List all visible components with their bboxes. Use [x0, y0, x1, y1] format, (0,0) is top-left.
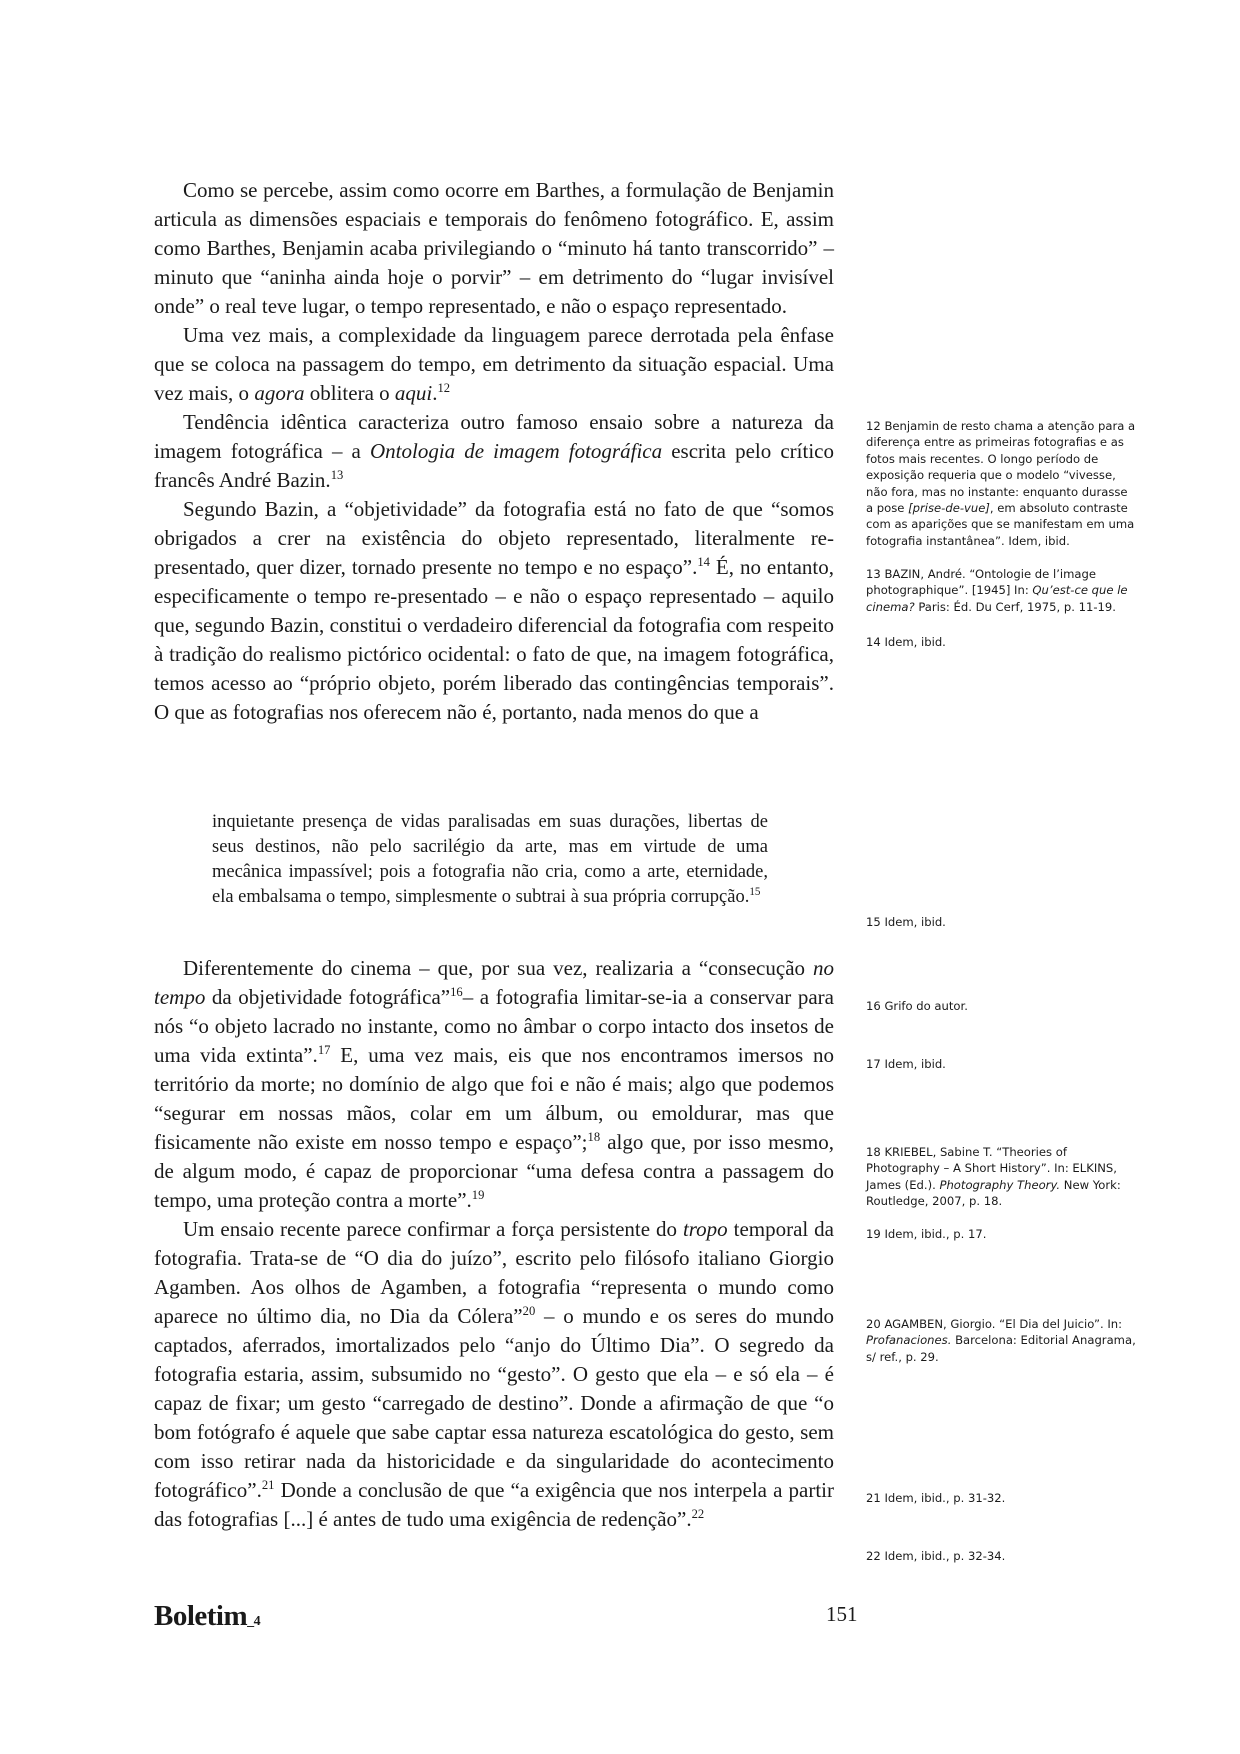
footnote-15: 15 Idem, ibid. — [866, 915, 946, 929]
footnote-13: 13 BAZIN, André. “Ontologie de l’image photographique”. [1945] In: Qu’est-ce que le cinema? Paris: Éd. Du Cerf, 1975, p. 11-19. — [866, 567, 1128, 614]
footnote-21: 21 Idem, ibid., p. 31-32. — [866, 1491, 1006, 1505]
footnote-ref-14[interactable]: 14 — [697, 555, 710, 569]
footnote-17: 17 Idem, ibid. — [866, 1057, 946, 1071]
paragraph-5: Diferentemente do cinema – que, por sua vez, realizaria a “consecução no tempo da objetividade fotográfica”$^{16}$– a fotografia limitar-se-ia a conservar para nós “o objeto lacrado no instante, como no âmbar o corpo intacto dos insetos de uma vida extinta”.$^{17}$ E, uma vez mais, eis que nos encontramos imersos no território da morte; no domínio de algo que foi e não é mais; algo que podemos “segurar em nossas mãos, colar em um álbum, ou emoldurar, mas que fisicamente não existe em nosso tempo e espaço”;$^{18}$ algo que, por isso mesmo, de algum modo, é capaz de proporcionar “uma defesa contra a passagem do tempo, uma proteção contra a morte”.$^{19}$ — [154, 956, 835, 1212]
paragraph-3: Tendência idêntica caracteriza outro famoso ensaio sobre a natureza da imagem fotográfica – a Ontologia de imagem fotográfica escrita pelo crítico francês André Bazin.$^{13}$ — [154, 410, 835, 492]
footnote-22: 22 Idem, ibid., p. 32-34. — [866, 1549, 1006, 1563]
footnote-14: 14 Idem, ibid. — [866, 635, 946, 649]
block-quote: inquietante presença de vidas paralisadas em suas durações, libertas de seus destinos, não pelo sacrilégio da arte, mas em virtude de uma mecânica impassível; pois a fotografia não cria, como a arte, eternidade, ela embalsama o tempo, simplesmente o subtrai à sua própria corrupção.$^{15}$ — [212, 812, 768, 907]
footnote-ref-18[interactable]: 18 — [587, 1130, 601, 1144]
journal-logo: Boletim_4 — [154, 1600, 261, 1632]
footnote-18: 18 KRIEBEL, Sabine T. “Theories of Photography – A Short History”. In: ELKINS, James (Ed.). Photography Theory. New York: Routledge, 2007, p. 18. — [866, 1145, 1121, 1209]
page-number: 151 — [826, 1602, 858, 1626]
footnote-16: 16 Grifo do autor. — [866, 999, 968, 1013]
paragraph-1: Como se percebe, assim como ocorre em Barthes, a formulação de Benjamin articula as dimensões espaciais e temporais do fenômeno fotográfico. E, assim como Barthes, Benjamin acaba privilegiando o “minuto há tanto transcorrido” – minuto que “aninha ainda hoje o porvir” – em detrimento do “lugar invisível onde” o real teve lugar, o tempo representado, e não o espaço representado. — [154, 178, 834, 318]
body-text-top — [154, 176, 834, 727]
footnote-ref-22[interactable]: 22 — [691, 1507, 705, 1521]
footnote-ref-21[interactable]: 21 — [261, 1478, 275, 1492]
footnote-19: 19 Idem, ibid., p. 17. — [866, 1227, 987, 1241]
footnote-ref-19[interactable]: 19 — [471, 1188, 485, 1202]
footnote-12: 12 Benjamin de resto chama a atenção para a diferença entre as primeiras fotografias e as fotos mais recentes. O longo período de exposição requeria que o modelo “vivesse, não fora, mas no instante: enquanto durasse a pose [prise-de-vue], em absoluto contraste com as aparições que se manifestam em uma fotografia instantânea”. Idem, ibid. — [866, 419, 1136, 548]
footnote-20: 20 AGAMBEN, Giorgio. “El Dia del Juicio”. In: Profanaciones. Barcelona: Editorial Anagrama, s/ ref., p. 29. — [866, 1317, 1136, 1364]
paragraph-2: Uma vez mais, a complexidade da linguagem parece derrotada pela ênfase que se coloca na passagem do tempo, em detrimento da situação espacial. Uma vez mais, o agora oblitera o aqui.$^{12}$ — [154, 323, 834, 405]
paragraph-6: Um ensaio recente parece confirmar a força persistente do tropo temporal da fotografia. Trata-se de “O dia do juízo”, escrito pelo filósofo italiano Giorgio Agamben. Aos olhos de Agamben, a fotografia “representa o mundo como aparece no último dia, no Dia da Cólera”$^{20}$ – o mundo e os seres do mundo captados, aferrados, imortalizados pelo “anjo do Último Dia”. O segredo da fotografia estaria, assim, subsumido no “gesto”. O gesto que ela – e só ela – é capaz de fixar; um gesto “carregado de destino”. Donde a afirmação de que “o bom fotógrafo é aquele que sabe captar essa natureza escatológica do gesto, sem com isso retirar nada da historicidade e da singularidade do acontecimento fotográfico”.$^{21}$ Donde a conclusão de que “a exigência que nos interpela a partir das fotografias [...] é antes de tudo uma exigência de redenção”.$^{22}$ — [154, 1217, 835, 1531]
body-text-bottom — [154, 954, 834, 1534]
footnote-ref-12[interactable]: 12 — [437, 381, 451, 395]
footnote-ref-13[interactable]: 13 — [330, 468, 344, 482]
footnote-ref-16[interactable]: 16 — [450, 985, 463, 999]
footnote-ref-17[interactable]: 17 — [317, 1043, 331, 1057]
footnote-ref-20[interactable]: 20 — [522, 1304, 536, 1318]
footnote-ref-15[interactable]: 15 — [749, 885, 761, 898]
paragraph-4: Segundo Bazin, a “objetividade” da fotografia está no fato de que “somos obrigados a crer na existência do objeto representado, literalmente re-presentado, quer dizer, tornado presente no tempo e no espaço”.$^{14}$ É, no entanto, especificamente o tempo re-presentado – e não o espaço representado – aquilo que, segundo Bazin, constitui o verdadeiro diferencial da fotografia com respeito à tradição do realismo pictórico ocidental: o fato de que, na imagem fotográfica, temos acesso ao “próprio objeto, porém liberado das contingências temporais”. O que as fotografias nos oferecem não é, portanto, nada menos do que a — [154, 497, 834, 724]
